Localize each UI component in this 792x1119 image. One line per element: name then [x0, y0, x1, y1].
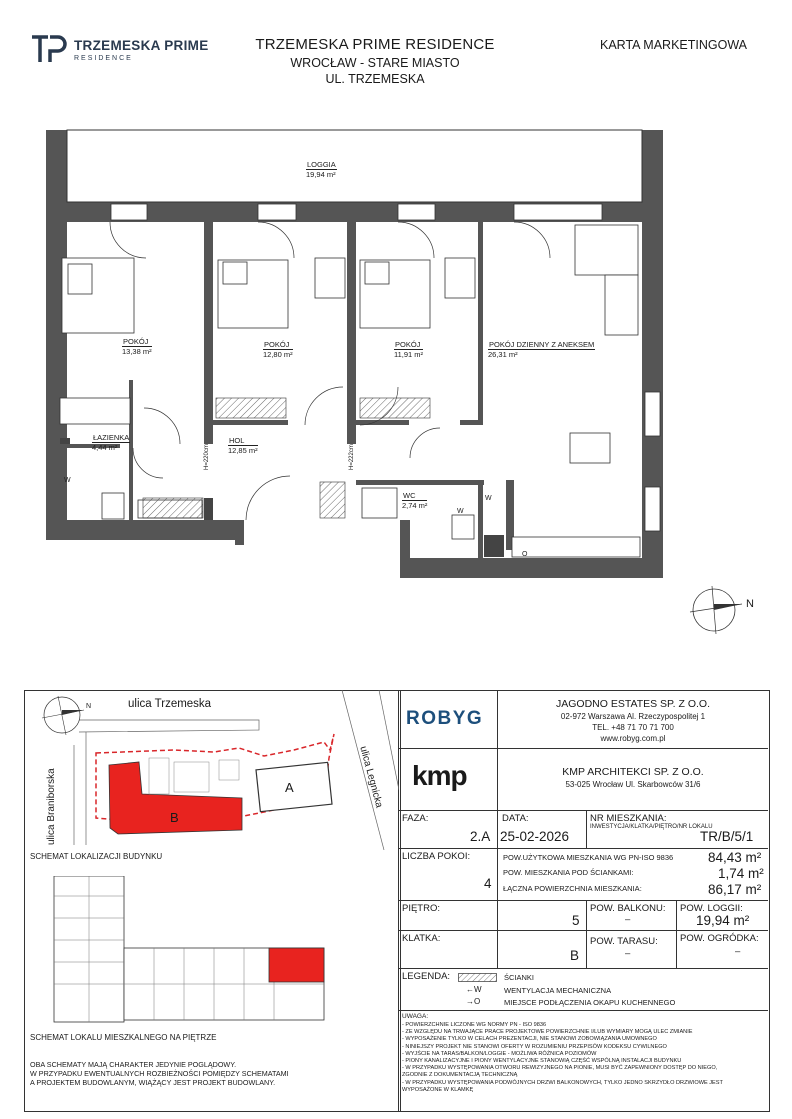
logo-sub: RESIDENCE	[74, 55, 133, 62]
nr-value: TR/B/5/1	[700, 829, 754, 844]
pow-pod-value: 1,74 m²	[718, 866, 764, 881]
room-pokoj-3: POKÓJ 11,91 m²	[394, 340, 424, 359]
ogrodek-value: –	[735, 946, 741, 957]
location-caption: SCHEMAT LOKALIZACJI BUDYNKU	[30, 852, 163, 861]
nr-sublabel: INWESTYCJA/KLATKA/PIĘTRO/NR LOKALU	[590, 824, 713, 830]
compass-small-label: N	[86, 703, 92, 710]
svg-text:W: W	[457, 508, 464, 515]
svg-text:W: W	[64, 477, 71, 484]
pokoje-value: 4	[484, 876, 492, 891]
building-b-label: B	[170, 810, 179, 825]
floor-schematic	[44, 876, 344, 1026]
card-type: KARTA MARKETINGOWA	[600, 38, 748, 52]
room-bathroom: ŁAZIENKA 4,44 m²	[92, 433, 130, 452]
kmp-logo: kmp	[412, 760, 467, 791]
street-top: ulica Trzemeska	[128, 698, 212, 710]
compass-label: N	[746, 598, 754, 610]
company1-phone: TEL. +48 71 70 71 700	[592, 723, 674, 732]
room-loggia: LOGGIA 19,94 m²	[306, 160, 336, 179]
compass-small-icon	[42, 696, 84, 735]
ogrodek-label: POW. OGRÓDKA:	[680, 933, 759, 944]
klatka-label: KLATKA:	[402, 933, 441, 944]
room-wc: WC 2,74 m²	[402, 491, 428, 510]
city-line: WROCŁAW - STARE MIASTO	[290, 56, 460, 70]
data-value: 25-02-2026	[500, 829, 570, 844]
company1-address: 02-972 Warszawa Al. Rzeczypospolitej 1	[560, 712, 706, 721]
balkon-value: –	[625, 914, 631, 925]
loggia-value: 19,94 m²	[696, 913, 750, 928]
pow-uz-value: 84,43 m²	[708, 850, 762, 865]
company1-web: www.robyg.com.pl	[600, 734, 666, 743]
pow-laczna-label: ŁĄCZNA POWIERZCHNIA MIESZKANIA:	[503, 884, 642, 893]
legend-sym: →O	[466, 997, 481, 1006]
room-hall: HOL 12,85 m²	[228, 436, 258, 455]
legend-item: ŚCIANKI	[504, 973, 535, 982]
logo-name: TRZEMESKA PRIME	[74, 38, 209, 53]
street-left: ulica Braniborska	[46, 768, 57, 845]
nr-label: NR MIESZKANIA:	[590, 813, 667, 824]
svg-text:O: O	[522, 551, 528, 558]
pow-uz-label: POW.UŻYTKOWA MIESZKANIA WG PN-ISO 9836	[503, 853, 674, 862]
compass-icon	[690, 586, 742, 634]
company2-address: 53-025 Wrocław Ul. Skarbowców 31/6	[565, 780, 701, 789]
floor-caption: SCHEMAT LOKALU MIESZKALNEGO NA PIĘTRZE	[30, 1033, 217, 1042]
legend-item: MIEJSCE PODŁĄCZENIA OKAPU KUCHENNEGO	[504, 998, 676, 1007]
loggia-label: POW. LOGGII:	[680, 903, 743, 914]
pietro-label: PIĘTRO:	[402, 903, 441, 914]
building-a-label: A	[285, 780, 294, 795]
height-label: H=220cm	[204, 444, 210, 470]
balkon-label: POW. BALKONU:	[590, 903, 666, 914]
taras-value: –	[625, 948, 631, 959]
pietro-value: 5	[572, 913, 580, 928]
street-right: ulica Legnicka	[357, 745, 385, 810]
height-label: H=222cm	[349, 444, 355, 470]
faza-label: FAZA:	[402, 813, 429, 824]
hatch-swatch-icon	[458, 973, 498, 983]
klatka-value: B	[570, 948, 580, 963]
room-living-kitchen: POKÓJ DZIENNY Z ANEKSEM 26,31 m²	[488, 340, 595, 359]
pow-pod-label: POW. MIESZKANIA POD ŚCIANKAMI:	[503, 868, 634, 877]
legend-item: WENTYLACJA MECHANICZNA	[504, 986, 612, 995]
data-label: DATA:	[502, 813, 529, 824]
page-title: TRZEMESKA PRIME RESIDENCE	[255, 36, 495, 53]
faza-value: 2.A	[470, 829, 491, 844]
legend-sym: ←W	[466, 985, 482, 994]
robyg-logo: ROBYG	[406, 708, 484, 729]
company1-name: JAGODNO ESTATES SP. Z O.O.	[555, 698, 711, 710]
svg-text:W: W	[485, 495, 492, 502]
pow-laczna-value: 86,17 m²	[708, 882, 762, 897]
company2-name: KMP ARCHITEKCI SP. Z O.O.	[562, 766, 704, 778]
taras-label: POW. TARASU:	[590, 936, 658, 947]
street-line: UL. TRZEMESKA	[325, 72, 425, 86]
notes-title: UWAGA:	[402, 1013, 429, 1020]
legend-title: LEGENDA:	[402, 971, 451, 982]
pokoje-label: LICZBA POKOI:	[402, 851, 471, 862]
room-pokoj-1: POKÓJ 13,38 m²	[122, 337, 152, 356]
footer-note: OBA SCHEMATY MAJĄ CHARAKTER JEDYNIE POGLĄDOWY. W PRZYPADKU EWENTUALNYCH ROZBIEŻNOŚCI POMIĘDZY SCHEMATAMI A PROJEKTEM BUDOWLANYM, WIĄŻĄCY JEST PROJEKT BUDOWLANY.	[30, 1060, 289, 1087]
location-map	[24, 690, 399, 850]
notes-list: - POWIERZCHNIE LICZONE WG NORMY PN - ISO 9836 - ZE WZGLĘDU NA TRWAJĄCE PRACE PROJEKTOWE POWIERZCHNIE I/LUB WYMIARY MOGĄ ULEC ZMIANIE - WYPOSAŻENIE TYLKO W CELACH PREZENTACJI, NIE STANOWI ZOBOWIĄZANIA UMOWNEGO - NINIEJSZY PROJEKT NIE STANOWI OFERTY W ROZUMIENIU PRZEPISÓW KODEKSU CYWILNEGO - WYJŚCIE NA TARAS/BALKON/LOGGIE - MOŻLIWA RÓŻNICA POZIOMÓW - PIONY KANALIZACYJNE I PIONY WENTYLACYJNE STANOWIĄ CZĘŚĆ WSPÓLNĄ INSTALACJI BUDYNKU - W PRZYPADKU WYSTĘPOWANIA OTWORU REWIZYJNEGO NA PIONIE, MUSI BYĆ ZAPEWNIONY DOSTĘP DO NIEGO, ZGODNIE Z DOKUMENTACJĄ TECHNICZNĄ - W PRZYPADKU WYSTĘPOWANIA PODWÓJNYCH DRZWI BALKONOWYCH, TYLKO JEDNO SKRZYDŁO DRZWIOWE JEST WYPOSAŻONE W KLAMKĘ	[402, 1022, 723, 1093]
room-pokoj-2: POKÓJ 12,80 m²	[263, 340, 293, 359]
